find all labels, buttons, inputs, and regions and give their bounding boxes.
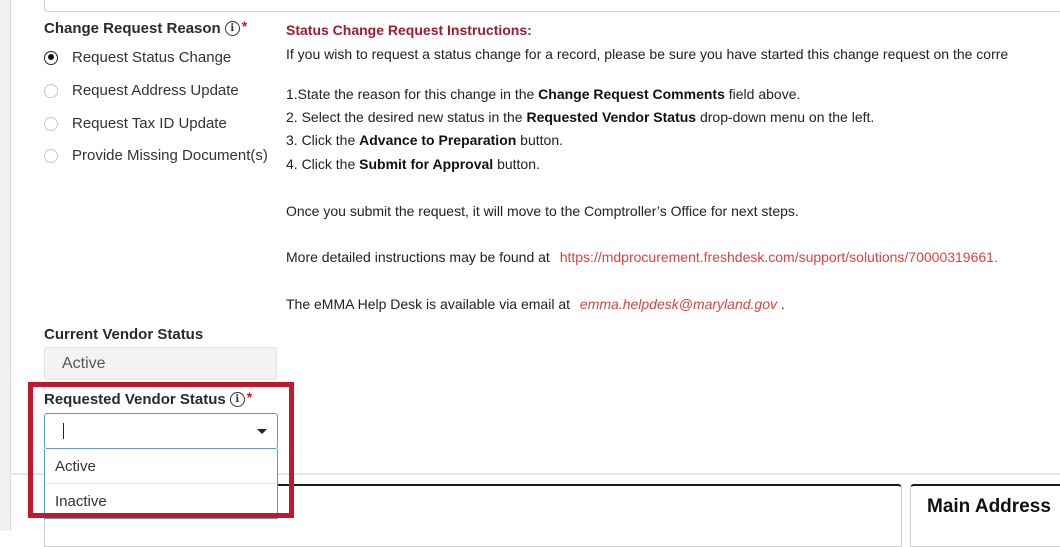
requested-vendor-status-text: Requested Vendor Status: [44, 391, 226, 408]
current-vendor-status-field: [44, 347, 277, 380]
change-request-comments-field-edge[interactable]: [44, 0, 1060, 12]
main-address-title: Main Address: [927, 496, 1051, 517]
radio-request-address-update[interactable]: [44, 82, 239, 99]
instruction-step-2: [286, 109, 874, 125]
step-text: button.: [516, 132, 563, 148]
left-sidebar-edge: [0, 0, 11, 531]
step-emphasis: Requested Vendor Status: [526, 109, 697, 125]
step-text: button.: [493, 156, 540, 172]
helpdesk-text: The eMMA Help Desk is available via email at: [286, 296, 574, 312]
change-request-reason-text: Change Request Reason: [44, 20, 221, 37]
info-icon[interactable]: i: [225, 21, 240, 36]
requested-vendor-status-select[interactable]: [44, 413, 278, 449]
submit-note: Once you submit the request, it will move to the Comptroller’s Office for next steps.: [286, 203, 799, 219]
current-vendor-status-label: [44, 326, 203, 343]
radio-button-selected[interactable]: [44, 51, 58, 65]
requested-vendor-status-dropdown: [44, 449, 278, 519]
instruction-step-1: [286, 86, 800, 102]
current-vendor-status-value: Active: [62, 354, 106, 372]
step-text: 2. Select the desired new status in the: [286, 109, 527, 125]
current-vendor-status-text: Current Vendor Status: [44, 326, 204, 343]
instructions-intro: If you wish to request a status change for a record, please be sure you have started this change request on the corre: [286, 46, 1009, 62]
required-asterisk: *: [246, 389, 253, 405]
more-info-text: More detailed instructions may be found at: [286, 249, 554, 265]
helpdesk-text: .: [777, 296, 785, 312]
radio-label: Request Status Change: [72, 49, 232, 66]
helpdesk-line: [286, 296, 785, 312]
step-text: field above.: [724, 86, 801, 102]
step-text: 1.State the reason for this change in the: [286, 86, 539, 102]
change-request-reason-label: [44, 20, 247, 37]
chevron-down-icon[interactable]: [257, 429, 267, 434]
step-emphasis: Advance to Preparation: [359, 132, 517, 148]
dropdown-option-inactive[interactable]: Inactive: [45, 483, 277, 518]
radio-request-tax-id-update[interactable]: [44, 115, 227, 132]
requested-vendor-status-label: [44, 391, 252, 408]
radio-label: Request Address Update: [72, 82, 239, 99]
support-solutions-link[interactable]: https://mdprocurement.freshdesk.com/support/solutions/70000319661.: [559, 249, 998, 265]
required-asterisk: *: [241, 18, 248, 34]
radio-button[interactable]: [44, 84, 58, 98]
radio-label: Request Tax ID Update: [72, 115, 227, 132]
instruction-step-3: [286, 132, 563, 148]
step-text: drop-down menu on the left.: [696, 109, 875, 125]
more-info-line: [286, 249, 998, 265]
step-emphasis: Change Request Comments: [538, 86, 725, 102]
instructions-title: Status Change Request Instructions:: [286, 22, 532, 38]
info-icon[interactable]: i: [230, 392, 245, 407]
helpdesk-email-link[interactable]: emma.helpdesk@maryland.gov: [579, 296, 777, 312]
radio-label: Provide Missing Document(s): [72, 147, 268, 164]
step-emphasis: Submit for Approval: [359, 156, 494, 172]
radio-provide-missing-documents[interactable]: [44, 147, 268, 164]
main-address-panel: [910, 484, 1060, 547]
radio-button[interactable]: [44, 117, 58, 131]
radio-button[interactable]: [44, 149, 58, 163]
instruction-step-4: [286, 156, 540, 172]
text-cursor: [63, 423, 64, 439]
radio-request-status-change[interactable]: [44, 49, 231, 66]
step-text: 3. Click the: [286, 132, 360, 148]
dropdown-option-active[interactable]: Active: [55, 457, 96, 475]
step-text: 4. Click the: [286, 156, 360, 172]
